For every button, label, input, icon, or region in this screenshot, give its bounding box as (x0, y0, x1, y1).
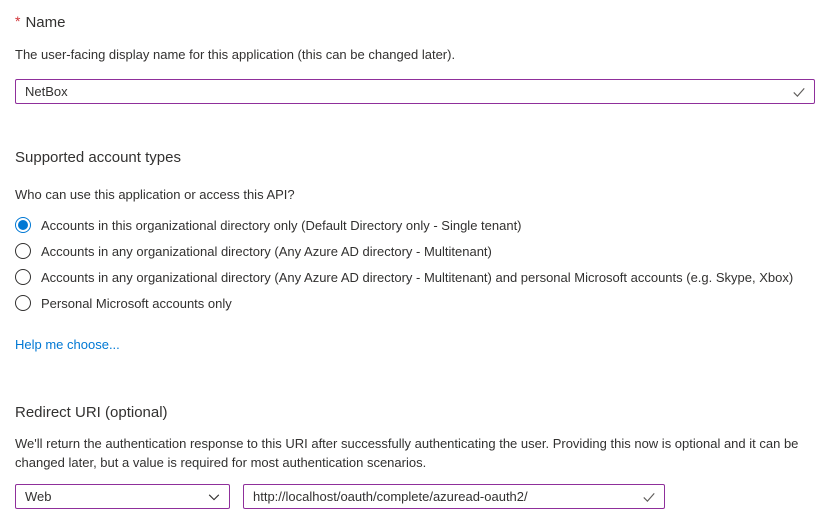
name-section-heading (15, 12, 815, 33)
name-description: The user-facing display name for this application (this can be changed later). (15, 47, 456, 62)
radio-label: Accounts in any organizational directory (Any Azure AD directory - Multitenant) (41, 243, 492, 259)
radio-button-icon (15, 217, 31, 233)
redirect-uri-heading: Redirect URI (optional) (15, 404, 168, 421)
radio-personal-only[interactable] (15, 294, 815, 312)
required-asterisk: * (15, 13, 21, 29)
account-types-radio-group (15, 216, 815, 312)
radio-label: Accounts in any organizational directory (Any Azure AD directory - Multitenant) and personal Microsoft accounts (e.g. Skype, Xbox) (41, 269, 794, 285)
radio-label: Personal Microsoft accounts only (41, 295, 232, 311)
radio-button-icon (15, 243, 31, 259)
radio-label: Accounts in this organizational directory only (Default Directory only - Single tenant) (41, 217, 522, 233)
platform-select-wrap (15, 484, 230, 509)
help-me-choose-link[interactable]: Help me choose... (15, 337, 120, 352)
platform-select-value: Web (25, 489, 52, 504)
name-input-wrap (15, 79, 815, 104)
redirect-uri-description: We'll return the authentication response to this URI after successfully authenticating the user. Providing this now is optional and it can be changed later, but a value is required for most authentication scenarios. (15, 436, 799, 470)
radio-single-tenant[interactable] (15, 216, 815, 234)
name-input[interactable] (15, 79, 815, 104)
radio-multitenant-personal[interactable] (15, 268, 815, 286)
platform-select[interactable] (15, 484, 230, 509)
name-label: Name (25, 14, 66, 31)
redirect-uri-input-wrap (243, 484, 665, 509)
radio-multitenant[interactable] (15, 242, 815, 260)
account-types-question: Who can use this application or access this API? (15, 187, 295, 202)
redirect-uri-input[interactable] (243, 484, 665, 509)
radio-button-icon (15, 295, 31, 311)
redirect-uri-controls (15, 484, 815, 509)
account-types-heading: Supported account types (15, 149, 181, 166)
radio-button-icon (15, 269, 31, 285)
